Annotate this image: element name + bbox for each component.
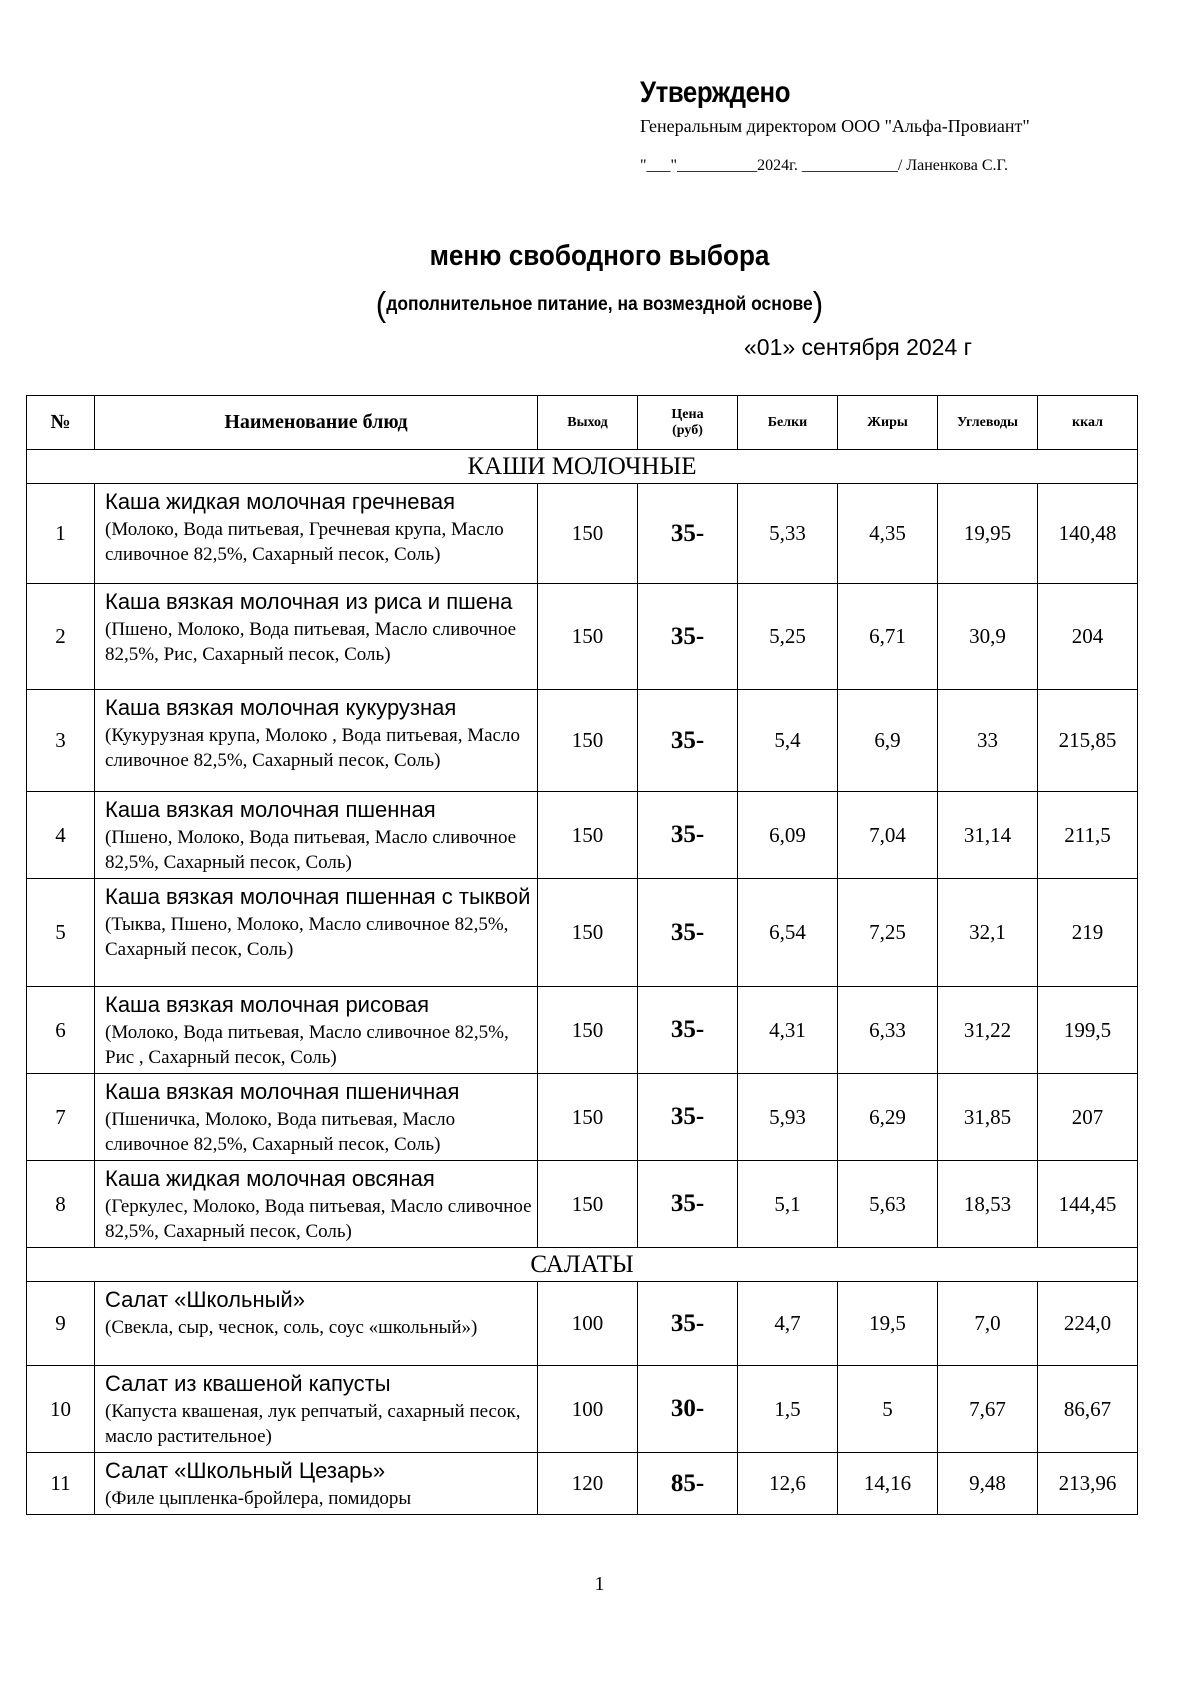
cell-carbs: 19,95 <box>938 484 1038 584</box>
dish-ingredients: (Капуста квашеная, лук репчатый, сахарный песок, масло растительное) <box>105 1401 521 1447</box>
cell-carbs: 18,53 <box>938 1161 1038 1248</box>
cell-protein: 4,7 <box>738 1282 838 1366</box>
cell-protein: 1,5 <box>738 1366 838 1453</box>
subtitle-close-paren: ) <box>812 286 824 324</box>
table-row <box>27 1282 1138 1366</box>
cell-dish <box>95 690 538 792</box>
cell-kcal: 213,96 <box>1038 1453 1138 1515</box>
dish-name: Салат «Школьный Цезарь» <box>105 1458 386 1483</box>
dish-ingredients: (Молоко, Вода питьевая, Гречневая крупа, Масло сливочное 82,5%, Сахарный песок, Соль) <box>105 519 504 565</box>
dish-name: Каша вязкая молочная из риса и пшена <box>105 589 513 614</box>
cell-protein: 5,33 <box>738 484 838 584</box>
cell-dish <box>95 879 538 987</box>
cell-dish <box>95 1453 538 1515</box>
cell-protein: 5,93 <box>738 1074 838 1161</box>
cell-output: 150 <box>538 1161 638 1248</box>
dish-name: Салат «Школьный» <box>105 1287 305 1312</box>
cell-price: 35- <box>638 690 738 792</box>
cell-fat: 7,04 <box>838 792 938 879</box>
table-row <box>27 879 1138 987</box>
table-row <box>27 1453 1138 1515</box>
cell-fat: 5,63 <box>838 1161 938 1248</box>
dish-name: Салат из квашеной капусты <box>105 1371 391 1396</box>
subtitle-open-paren: ( <box>375 286 387 324</box>
approval-line: Генеральным директором ООО "Альфа-Провиант" <box>640 116 1030 136</box>
dish-name: Каша вязкая молочная пшенная с тыквой <box>105 884 531 909</box>
cell-output: 100 <box>538 1282 638 1366</box>
cell-fat: 6,71 <box>838 584 938 690</box>
dish-name: Каша жидкая молочная гречневая <box>105 489 456 514</box>
cell-kcal: 224,0 <box>1038 1282 1138 1366</box>
menu-subtitle <box>48 286 1151 325</box>
table-row <box>27 1161 1138 1248</box>
cell-kcal: 219 <box>1038 879 1138 987</box>
cell-dish <box>95 1161 538 1248</box>
table-header-row <box>27 396 1138 450</box>
cell-carbs: 31,14 <box>938 792 1038 879</box>
cell-output: 150 <box>538 987 638 1074</box>
header-kcal: ккал <box>1038 396 1138 450</box>
cell-num: 7 <box>27 1074 95 1161</box>
cell-price: 35- <box>638 584 738 690</box>
section-row <box>27 450 1138 484</box>
cell-output: 100 <box>538 1366 638 1453</box>
cell-kcal: 204 <box>1038 584 1138 690</box>
cell-kcal: 199,5 <box>1038 987 1138 1074</box>
table-row <box>27 484 1138 584</box>
cell-num: 8 <box>27 1161 95 1248</box>
header-name: Наименование блюд <box>95 396 538 450</box>
cell-carbs: 30,9 <box>938 584 1038 690</box>
cell-dish <box>95 584 538 690</box>
dish-ingredients: (Пшено, Молоко, Вода питьевая, Масло сливочное 82,5%, Рис, Сахарный песок, Соль) <box>105 619 517 665</box>
header-protein: Белки <box>738 396 838 450</box>
cell-fat: 19,5 <box>838 1282 938 1366</box>
menu-title: меню свободного выбора <box>429 240 770 272</box>
table-row <box>27 1366 1138 1453</box>
cell-num: 2 <box>27 584 95 690</box>
cell-num: 3 <box>27 690 95 792</box>
header-price-line2: (руб) <box>672 422 703 438</box>
dish-name: Каша вязкая молочная рисовая <box>105 992 430 1017</box>
table-row <box>27 584 1138 690</box>
cell-kcal: 140,48 <box>1038 484 1138 584</box>
cell-price: 35- <box>638 1282 738 1366</box>
cell-price: 35- <box>638 879 738 987</box>
cell-num: 4 <box>27 792 95 879</box>
cell-price: 35- <box>638 484 738 584</box>
cell-num: 6 <box>27 987 95 1074</box>
table-row <box>27 1074 1138 1161</box>
cell-protein: 6,54 <box>738 879 838 987</box>
approval-block <box>640 76 1030 175</box>
subtitle-text: дополнительное питание, на возмездной основе <box>386 294 813 315</box>
dish-ingredients: (Филе цыпленка-бройлера, помидоры <box>105 1488 412 1509</box>
cell-price: 30- <box>638 1366 738 1453</box>
approval-title: Утверждено <box>640 76 791 109</box>
dish-ingredients: (Геркулес, Молоко, Вода питьевая, Масло сливочное 82,5%, Сахарный песок, Соль) <box>105 1196 532 1242</box>
header-price <box>638 396 738 450</box>
table-row <box>27 987 1138 1074</box>
cell-dish <box>95 1366 538 1453</box>
dish-ingredients: (Кукурузная крупа, Молоко , Вода питьевая, Масло сливочное 82,5%, Сахарный песок, Соль) <box>105 725 520 771</box>
cell-output: 150 <box>538 484 638 584</box>
dish-ingredients: (Тыква, Пшено, Молоко, Масло сливочное 82,5%, Сахарный песок, Соль) <box>105 914 509 960</box>
dish-ingredients: (Пшено, Молоко, Вода питьевая, Масло сливочное 82,5%, Сахарный песок, Соль) <box>105 827 517 873</box>
cell-dish <box>95 1282 538 1366</box>
dish-ingredients: (Молоко, Вода питьевая, Масло сливочное 82,5%, Рис , Сахарный песок, Соль) <box>105 1022 509 1068</box>
table-row <box>27 690 1138 792</box>
cell-protein: 4,31 <box>738 987 838 1074</box>
cell-num: 11 <box>27 1453 95 1515</box>
cell-dish <box>95 484 538 584</box>
cell-carbs: 33 <box>938 690 1038 792</box>
cell-dish <box>95 792 538 879</box>
dish-name: Каша жидкая молочная овсяная <box>105 1166 435 1191</box>
cell-price: 35- <box>638 987 738 1074</box>
menu-date: «01» сентября 2024 г <box>744 334 973 360</box>
cell-num: 10 <box>27 1366 95 1453</box>
cell-protein: 5,4 <box>738 690 838 792</box>
cell-output: 150 <box>538 792 638 879</box>
approval-signature-line: "___"__________2024г. ____________/ Ланенкова С.Г. <box>640 157 1008 174</box>
cell-fat: 5 <box>838 1366 938 1453</box>
cell-carbs: 7,0 <box>938 1282 1038 1366</box>
dish-ingredients: (Свекла, сыр, чеснок, соль, соус «школьный») <box>105 1317 478 1338</box>
cell-carbs: 31,85 <box>938 1074 1038 1161</box>
cell-output: 150 <box>538 879 638 987</box>
dish-name: Каша вязкая молочная пшеничная <box>105 1079 460 1104</box>
cell-num: 1 <box>27 484 95 584</box>
section-title: КАШИ МОЛОЧНЫЕ <box>27 450 1138 484</box>
cell-fat: 6,29 <box>838 1074 938 1161</box>
cell-price: 85- <box>638 1453 738 1515</box>
cell-carbs: 32,1 <box>938 879 1038 987</box>
table-row <box>27 792 1138 879</box>
cell-kcal: 215,85 <box>1038 690 1138 792</box>
cell-fat: 7,25 <box>838 879 938 987</box>
header-output: Выход <box>538 396 638 450</box>
cell-fat: 4,35 <box>838 484 938 584</box>
cell-protein: 5,1 <box>738 1161 838 1248</box>
cell-price: 35- <box>638 1161 738 1248</box>
header-carbs: Углеводы <box>938 396 1038 450</box>
dish-ingredients: (Пшеничка, Молоко, Вода питьевая, Масло сливочное 82,5%, Сахарный песок, Соль) <box>105 1109 456 1155</box>
cell-carbs: 7,67 <box>938 1366 1038 1453</box>
cell-price: 35- <box>638 1074 738 1161</box>
cell-kcal: 86,67 <box>1038 1366 1138 1453</box>
cell-num: 5 <box>27 879 95 987</box>
cell-kcal: 211,5 <box>1038 792 1138 879</box>
cell-kcal: 144,45 <box>1038 1161 1138 1248</box>
cell-dish <box>95 987 538 1074</box>
cell-carbs: 9,48 <box>938 1453 1038 1515</box>
cell-fat: 6,33 <box>838 987 938 1074</box>
menu-table-body <box>27 450 1138 1515</box>
header-num: № <box>27 396 95 450</box>
cell-protein: 12,6 <box>738 1453 838 1515</box>
menu-table <box>26 395 1138 1515</box>
cell-fat: 6,9 <box>838 690 938 792</box>
cell-output: 120 <box>538 1453 638 1515</box>
cell-protein: 5,25 <box>738 584 838 690</box>
cell-output: 150 <box>538 1074 638 1161</box>
section-row <box>27 1248 1138 1282</box>
cell-kcal: 207 <box>1038 1074 1138 1161</box>
dish-name: Каша вязкая молочная пшенная <box>105 797 436 822</box>
cell-dish <box>95 1074 538 1161</box>
cell-num: 9 <box>27 1282 95 1366</box>
cell-output: 150 <box>538 584 638 690</box>
cell-output: 150 <box>538 690 638 792</box>
cell-price: 35- <box>638 792 738 879</box>
section-title: САЛАТЫ <box>27 1248 1138 1282</box>
cell-carbs: 31,22 <box>938 987 1038 1074</box>
header-price-line1: Цена <box>671 406 704 422</box>
cell-protein: 6,09 <box>738 792 838 879</box>
page-number: 1 <box>594 1573 605 1595</box>
dish-name: Каша вязкая молочная кукурузная <box>105 695 457 720</box>
cell-fat: 14,16 <box>838 1453 938 1515</box>
header-fat: Жиры <box>838 396 938 450</box>
